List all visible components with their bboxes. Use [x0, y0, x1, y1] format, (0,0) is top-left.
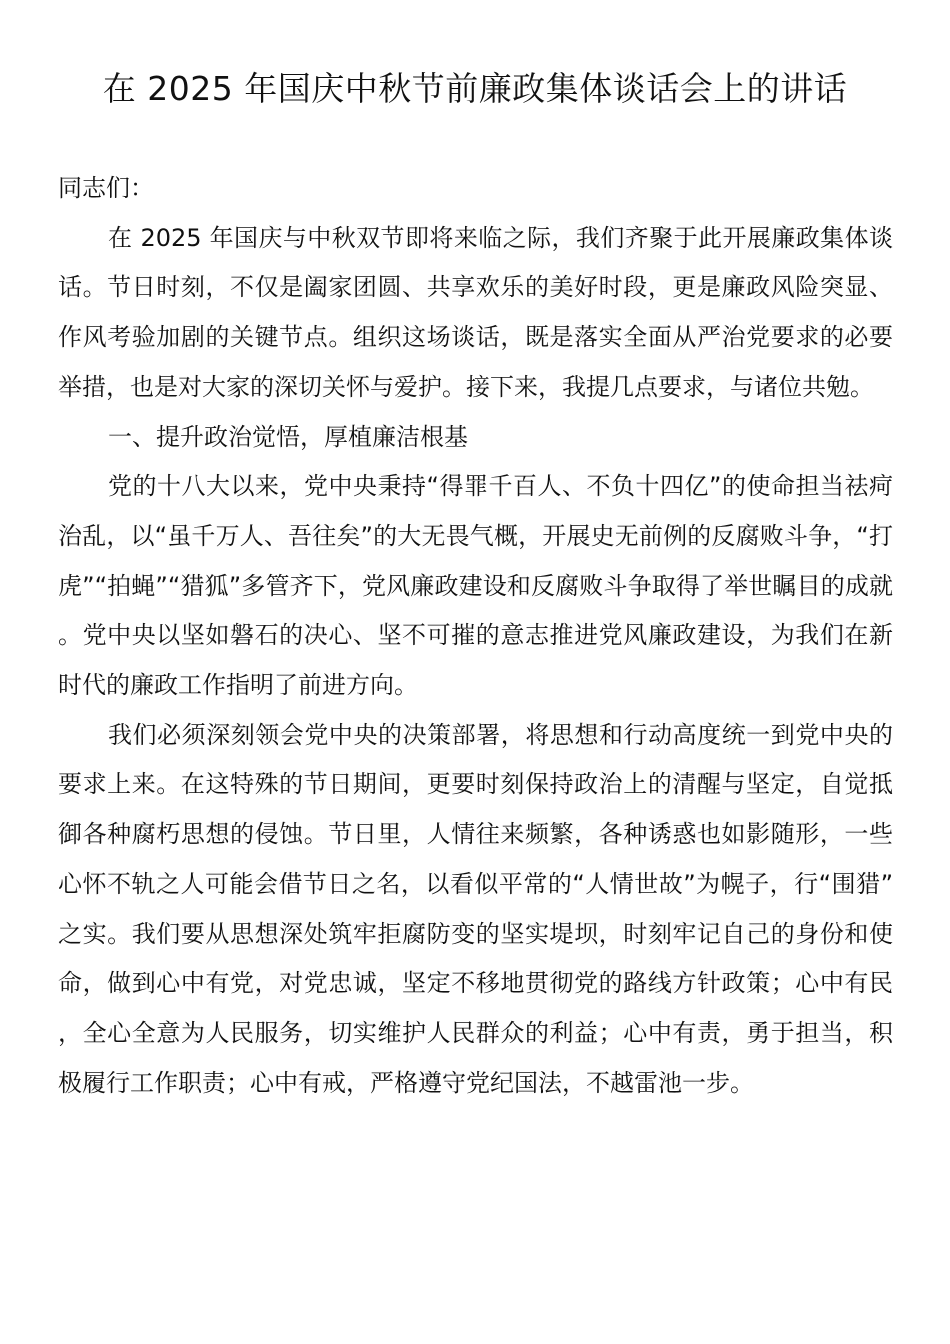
section-heading-1: 一、提升政治觉悟，厚植廉洁根基 — [108, 422, 468, 451]
paragraph-section1-b: 我们必须深刻领会党中央的决策部署，将思想和行动高度统一到党中央的要求上来。在这特殊的节日期间，更要时刻保持政治上的清醒与坚定，自觉抵御各种腐朽思想的侵蚀。节日里，人情往来频繁，各种诱惑也如影随形，一些心怀不轨之人可能会借节日之名，以看似平常的“人情世故”为幌子，行“围猎”之实。我们要从思想深处筑牢拒腐防变的坚实堤坝，时刻牢记自己的身份和使命，做到心中有党，对党忠诚，坚定不移地贯彻党的路线方针政策；心中有民，全心全意为人民服务，切实维护人民群众的利益；心中有责，勇于担当，积极履行工作职责；心中有戒，严格遵守党纪国法，不越雷池一步。 — [58, 720, 893, 1097]
salutation: 同志们： — [58, 174, 154, 202]
paragraph-intro: 在 2025 年国庆与中秋双节即将来临之际，我们齐聚于此开展廉政集体谈话。节日时刻，不仅是阖家团圆、共享欢乐的美好时段，更是廉政风险突显、作风考验加剧的关键节点。组织这场谈话，既是落实全面从严治党要求的必要举措，也是对大家的深切关怀与爱护。接下来，我提几点要求，与诸位共勉。 — [58, 223, 893, 401]
document-title: 在 2025 年国庆中秋节前廉政集体谈话会上的讲话 — [102, 69, 848, 108]
document-body — [58, 164, 893, 1108]
paragraph-section1-a: 党的十八大以来，党中央秉持“得罪千百人、不负十四亿”的使命担当祛疴治乱，以“虽千万人、吾往矣”的大无畏气概，开展史无前例的反腐败斗争，“打虎”“拍蝇”“猎狐”多管齐下，党风廉政建设和反腐败斗争取得了举世瞩目的成就。党中央以坚如磐石的决心、坚不可摧的意志推进党风廉政建设，为我们在新时代的廉政工作指明了前进方向。 — [58, 472, 893, 700]
